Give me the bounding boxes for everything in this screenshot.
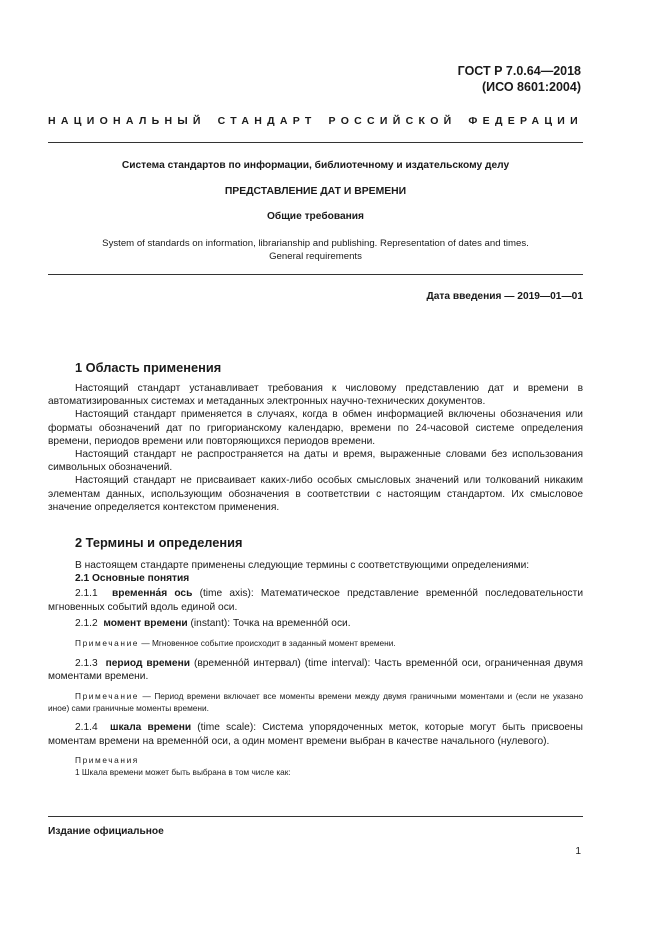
term-name: период времени xyxy=(105,658,190,670)
iso-number: (ИСО 8601:2004) xyxy=(482,80,581,94)
term-2-1-2 xyxy=(48,617,583,630)
english-title-line1: System of standards on information, librarianship and publishing. Representation of dates and times. xyxy=(102,238,529,249)
note-text: — Мгновенное событие происходит в заданный момент времени. xyxy=(141,638,396,649)
footer-rule xyxy=(48,816,583,817)
section1-body xyxy=(48,382,583,514)
note-label: Примечание xyxy=(75,638,140,649)
note-2-1-3 xyxy=(48,690,583,714)
note-label: Примечание xyxy=(75,691,140,702)
document-subtitle: Общие требования xyxy=(267,211,364,222)
official-edition: Издание официальное xyxy=(48,826,164,837)
term-name: момент времени xyxy=(103,617,188,629)
section1-paragraph-2: Настоящий стандарт применяется в случаях, когда в обмен информацией включены обозначения или форматы обозначений дат по григорианскому календарю, времени по 24-часовой системе определения времени, периодов времени или повторяющихся периодов времени. xyxy=(48,409,583,447)
page-number: 1 xyxy=(575,846,581,857)
section1-paragraph-1: Настоящий стандарт устанавливает требования к числовому представлению дат и времени в автоматизированных системах и метаданных электронных научно-технических документов. xyxy=(48,383,583,408)
term-2-1-1 xyxy=(48,587,583,613)
intro-date: Дата введения — 2019—01—01 xyxy=(426,291,583,302)
section1-paragraph-4: Настоящий стандарт не присваивает каких-либо особых смысловых значений или толкований никаким элементам данных, использующим обозначения в соответствии с настоящим стандартом. Их смысловое значение определяется контекстом применения. xyxy=(48,475,583,513)
notes-2-1-4-label: Примечания xyxy=(75,754,139,765)
document-title: ПРЕДСТАВЛЕНИЕ ДАТ И ВРЕМЕНИ xyxy=(224,186,407,197)
note-2-1-2 xyxy=(48,637,583,649)
section2-body xyxy=(48,559,583,778)
section1-heading: 1 Область применения xyxy=(75,360,222,375)
term-number: 2.1.3 xyxy=(75,658,98,670)
term-number: 2.1.4 xyxy=(75,722,98,734)
term-definition: (time scale): Система упорядоченных меток, которые могут быть присвоены моментам времени на временно́й оси, а один момент времени выбран в качестве начального (нулевого). xyxy=(48,722,583,747)
note-text: — Период времени включает все моменты времени между двумя граничными моментами и (если не указано иное) сами граничные моменты времени. xyxy=(48,691,583,714)
term-name: временна́я ось xyxy=(112,588,193,600)
term-2-1-3 xyxy=(48,657,583,683)
term-name: шкала времени xyxy=(109,722,192,734)
term-2-1-4 xyxy=(48,721,583,747)
term-definition: (instant): Точка на временно́й оси. xyxy=(190,617,351,629)
term-number: 2.1.2 xyxy=(75,617,98,629)
national-standard-banner xyxy=(48,115,583,127)
title-rule xyxy=(48,274,583,275)
section2-intro: В настоящем стандарте применены следующие термины с соответствующими определениями: xyxy=(75,560,530,571)
term-definition: (time axis): Математическое представление временно́й последовательности мгновенных событий вдоль единой оси. xyxy=(48,588,584,613)
term-number: 2.1.1 xyxy=(75,588,98,600)
english-title-line2: General requirements xyxy=(269,251,362,262)
standard-number: ГОСТ Р 7.0.64—2018 xyxy=(457,64,581,78)
note-2-1-4-1: 1 Шкала времени может быть выбрана в том числе как: xyxy=(75,766,291,777)
top-rule xyxy=(48,142,583,143)
section2-heading: 2 Термины и определения xyxy=(75,535,243,550)
section2-subheading: 2.1 Основные понятия xyxy=(75,573,190,585)
term-definition: (временно́й интервал) (time interval): Часть временно́й оси, ограниченная двумя моментами времени. xyxy=(48,658,583,683)
system-title: Система стандартов по информации, библиотечному и издательскому делу xyxy=(121,160,510,171)
section1-paragraph-3: Настоящий стандарт не распространяется на даты и время, выраженные словами без использования символьных обозначений. xyxy=(48,449,583,474)
national-standard-text: НАЦИОНАЛЬНЫЙ СТАНДАРТ РОССИЙСКОЙ ФЕДЕРАЦИИ xyxy=(48,115,583,127)
